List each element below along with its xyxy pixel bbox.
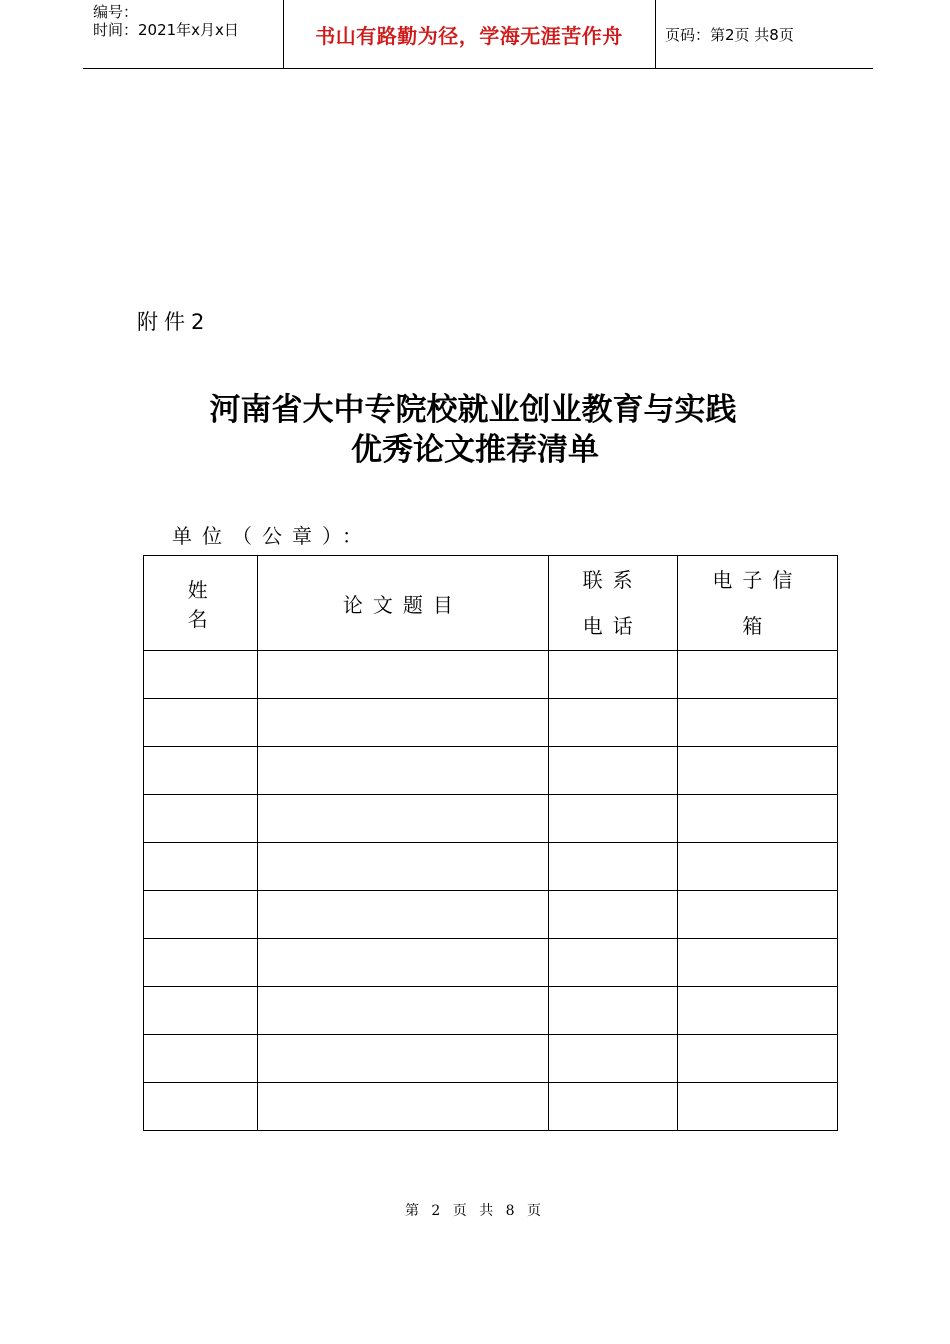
cell-paper-title[interactable] [258,795,548,843]
page-footer: 第 2 页 共 8 页 [404,1203,546,1219]
table-body [144,651,838,1131]
cell-name[interactable] [144,699,258,747]
header-phone [548,556,677,651]
header-number-label: 编号： [93,3,139,21]
cell-email[interactable] [677,939,837,987]
cell-phone[interactable] [548,1035,677,1083]
cell-name[interactable] [144,795,258,843]
page-header [83,0,873,69]
cell-email[interactable] [677,699,837,747]
cell-email[interactable] [677,891,837,939]
cell-name[interactable] [144,747,258,795]
cell-paper-title[interactable] [258,843,548,891]
cell-email[interactable] [677,795,837,843]
header-name: 姓名 [144,556,258,651]
cell-name[interactable] [144,843,258,891]
table-row [144,699,838,747]
cell-phone[interactable] [548,891,677,939]
table-row [144,747,838,795]
table-row [144,891,838,939]
header-page-info: 页码：第2页 共8页 [665,25,794,44]
cell-email[interactable] [677,1035,837,1083]
table-row [144,651,838,699]
cell-name[interactable] [144,1035,258,1083]
cell-name[interactable] [144,939,258,987]
table-header-row [144,556,838,651]
cell-email[interactable] [677,987,837,1035]
cell-phone[interactable] [548,843,677,891]
cell-phone[interactable] [548,987,677,1035]
header-time-label: 时间：2021年x月x日 [93,21,239,39]
table-row [144,843,838,891]
cell-paper-title[interactable] [258,747,548,795]
unit-seal-label: 单位（公章）： [172,524,372,548]
cell-paper-title[interactable] [258,987,548,1035]
header-meta-cell [83,0,284,68]
cell-paper-title[interactable] [258,699,548,747]
header-paper-title: 论文题目 [258,556,548,651]
header-email-line-2: 箱 [742,614,773,638]
header-email [677,556,837,651]
header-phone-line-1: 联系 [582,568,643,592]
cell-phone[interactable] [548,795,677,843]
document-title-line-2: 优秀论文推荐清单 [351,432,599,468]
cell-name[interactable] [144,987,258,1035]
table-row [144,939,838,987]
cell-phone[interactable] [548,651,677,699]
recommendation-table [143,555,838,1131]
cell-phone[interactable] [548,747,677,795]
cell-email[interactable] [677,1083,837,1131]
cell-name[interactable] [144,891,258,939]
header-email-line-1: 电子信 [712,568,803,592]
document-title-line-1: 河南省大中专院校就业创业教育与实践 [209,392,737,428]
cell-paper-title[interactable] [258,651,548,699]
header-motto: 书山有路勤为径，学海无涯苦作舟 [315,23,623,48]
cell-email[interactable] [677,651,837,699]
cell-paper-title[interactable] [258,891,548,939]
header-motto-cell [283,0,656,68]
cell-email[interactable] [677,843,837,891]
attachment-label: 附件2 [137,310,211,334]
cell-email[interactable] [677,747,837,795]
table-row [144,795,838,843]
cell-phone[interactable] [548,699,677,747]
cell-paper-title[interactable] [258,1083,548,1131]
cell-name[interactable] [144,651,258,699]
header-page-cell [655,0,873,68]
cell-phone[interactable] [548,939,677,987]
cell-paper-title[interactable] [258,1035,548,1083]
cell-name[interactable] [144,1083,258,1131]
header-phone-line-2: 电话 [582,614,643,638]
table-row [144,987,838,1035]
table-row [144,1035,838,1083]
cell-paper-title[interactable] [258,939,548,987]
table-row [144,1083,838,1131]
cell-phone[interactable] [548,1083,677,1131]
